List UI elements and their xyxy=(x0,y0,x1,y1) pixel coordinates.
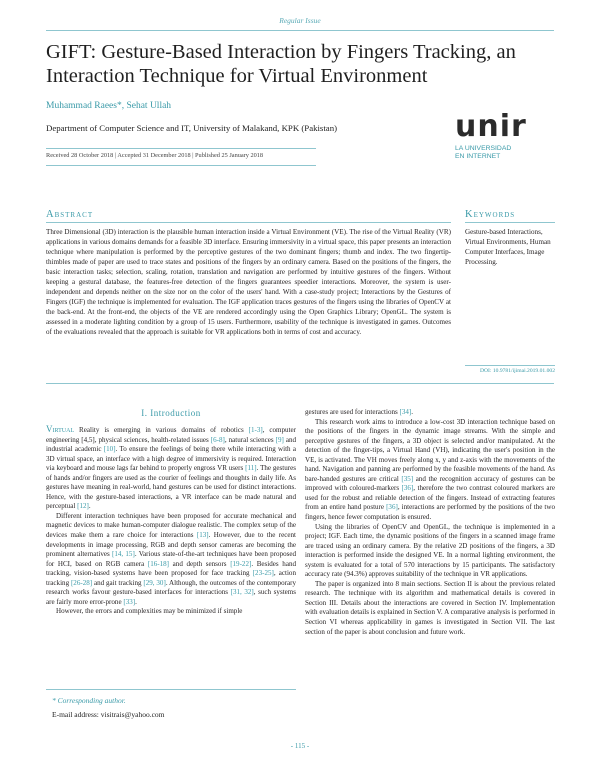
citation-link[interactable]: [29, 30] xyxy=(143,578,166,587)
citation-link[interactable]: [1-3] xyxy=(248,426,263,434)
introduction-heading: I. Introduction xyxy=(141,408,201,418)
paragraph-text: , action tracking xyxy=(46,569,296,587)
publication-dates: Received 28 October 2018 | Accepted 31 December 2018 | Published 25 January 2018 xyxy=(46,152,264,159)
abstract-text: Three Dimensional (3D) interaction is the plausible human interaction inside a Virtual Environment (VE). The rise of the Virtual Reality (VR) applications in various domains demands for a feasible 3D interface. Ensuring immersivity in a virtual space, this paper presents an interaction technique where manipulation is performed by the perceptive gestures of the two dominant fingers; thumb and index. The two fingertip-thimbles made of paper are used to trace states and positions of the fingers by an ordinary camera. Based on the positions of the fingers, the basic interaction tasks; selection, scaling, rotation, translation and navigation are performed by intuitive gestures of the fingers. Without keeping a gestural database, the features-free detection of the fingers guarantees speedier interactions. Moreover, the system is user-independent and depends neither on the size nor on the color of the users' hand. With a case-study project; Interactions by the Gestures of Fingers (IGF) the technique is implemented for evaluation. The IGF application traces gestures of the fingers using the libraries of OpenCV at the back-end. At the front-end, the objects of the VE are rendered accordingly using the Open Graphics Library; OpenGL. The system is assessed in a moderate lighting condition by a group of 15 users. Furthermore, usability of the technique is investigated in games. Outcomes of the evaluations revealed that the approach is suitable for VR applications both in terms of cost and accuracy. xyxy=(46,228,452,336)
issue-label: Regular Issue xyxy=(279,16,321,25)
citation-link[interactable]: [34] xyxy=(399,408,412,416)
paragraph-text: . Besides hand tracking, vision-based systems have been proposed for face tracking xyxy=(46,559,296,578)
corresponding-author-note: * Corresponding author. xyxy=(52,696,126,705)
paragraph-text: . xyxy=(411,408,414,416)
author-email: E-mail address: visitrais@yahoo.com xyxy=(52,710,165,719)
citation-link[interactable]: [12] xyxy=(77,502,89,511)
citation-link[interactable]: [33] xyxy=(123,597,136,606)
body-column-right xyxy=(305,408,555,637)
citation-link[interactable]: [10] xyxy=(103,445,116,454)
citation-link[interactable]: [36] xyxy=(386,503,398,512)
keywords-rule xyxy=(465,222,555,223)
paragraph-text: . Various state-of-the-art techniques have been proposed for HCI, based on RGB camera xyxy=(46,550,297,568)
paragraph-text: Different interaction techniques have been proposed for accurate mechanical and magnetic devices to make human-computer dialogue realistic. The complex setup of the devices make them a rare choice for interactions xyxy=(46,511,296,540)
citation-link[interactable]: [19-22] xyxy=(230,559,252,568)
paragraph-text: Using the libraries of OpenCV and OpenGL, the technique is implemented in a project; IGF. Each time, the dynamic positions of the fingers in a scanned image frame are traced using an ordinary camera. By the relative 2D positions of the fingers, a 3D interaction is performed inside the designed VE. In a normal lighting environment, the system is evaluated for a total of 570 interactions by 15 participants. The satisfactory accuracy rate (94.3%) approves suitability of the technique in VR applications. xyxy=(305,522,555,579)
paragraph-text: , therefore the two contrast coloured markers are used for the robust and reliable detection of the fingers. Instead of extracting features from an entire hand posture xyxy=(305,484,555,512)
paragraph-text: . Although, the outcomes of the contemporary research works favour gesture-based interfaces for interactions xyxy=(46,578,296,597)
paragraph xyxy=(46,512,296,607)
paragraph-text: and industrial academic xyxy=(46,435,297,454)
paragraph-text: and gait tracking xyxy=(92,578,144,587)
dates-rule-bottom xyxy=(46,165,316,166)
paragraph xyxy=(46,425,296,512)
citation-link[interactable]: [6-8] xyxy=(210,435,225,444)
dropcap-word: Virtual xyxy=(46,424,75,434)
paragraph-text: . The gestures of hands and/or fingers are used as the courier of feelings and thoughts in daily life. As gestures have meaning in real-world, hand gestures can be used for distinct interactions. Hence, with the gesture-based interactions, a VR interface can be made natural and perceptual xyxy=(46,464,296,511)
unir-logo xyxy=(455,109,565,161)
paragraph xyxy=(305,408,555,418)
doi-link[interactable]: DOI: 10.9781/ijimai.2019.01.002 xyxy=(465,365,555,374)
paragraph xyxy=(46,607,296,617)
citation-link[interactable]: [26-28] xyxy=(70,578,93,587)
paragraph-text: . xyxy=(88,502,91,511)
paragraph-text: , computer engineering [4,5], physical sciences, health-related issues xyxy=(46,426,296,444)
logo-tagline xyxy=(455,145,565,161)
citation-link[interactable]: [23-25] xyxy=(252,569,274,578)
authors: Muhammad Raees*, Sehat Ullah xyxy=(46,101,172,111)
paragraph-text: The paper is organized into 8 main sections. Section II is about the previous related research. The technique with its algorithm and mathematical details is covered in Section III. Details about the interactions are covered in Section IV. Implementation with evaluation details is explained in Section V. A comparative analysis is performed in Section VI whereas applicability in games is investigated in Section VII. The last section of the paper is about conclusion and future work. xyxy=(305,579,555,636)
body-column-left xyxy=(46,425,296,617)
paragraph-text: However, the errors and complexities may be minimized if simple xyxy=(56,607,243,616)
citation-link[interactable]: [9] xyxy=(275,435,284,444)
keywords-heading: Keywords xyxy=(465,209,516,220)
abstract-rule xyxy=(46,222,451,223)
paper-title: GIFT: Gesture-Based Interaction by Fingers Tracking, an Interaction Technique for Virtual Environment xyxy=(46,41,516,87)
paragraph-text: . xyxy=(135,597,137,606)
dates-rule-top xyxy=(46,148,316,149)
citation-link[interactable]: [35] xyxy=(401,474,414,483)
paragraph-text: and depth sensors xyxy=(169,559,231,568)
paragraph-text: This research work aims to introduce a low-cost 3D interaction technique based on the positions of the fingers in the dynamic image streams. With the simple and perceptive gestures of the fingers, a 3D object is selected and/or manipulated. At the detection of the finger-tips, a Virtual Hand (VH), indicating the user's position in the VE, is activated. The VH moves freely along x, y and z-axis with the movements of the hand. Navigation and panning are performed by the feasible movements of the hand. As bare-handed gestures are critical xyxy=(305,417,555,483)
paragraph-text: Reality is emerging in various domains of robotics xyxy=(74,426,249,434)
page-number: - 115 - xyxy=(290,742,310,750)
logo-tagline-line1: LA UNIVERSIDAD xyxy=(455,145,512,152)
header-rule xyxy=(46,30,554,31)
citation-link[interactable]: [16-18] xyxy=(147,559,170,568)
paragraph xyxy=(305,580,555,637)
citation-link[interactable]: [11] xyxy=(245,464,257,473)
paragraph-text: and the recognition accuracy of gestures can be improved with coloured-markers xyxy=(305,474,555,493)
keywords-text: Gesture-based Interactions, Virtual Environments, Human Computer Interfaces, Image Processing. xyxy=(465,228,551,266)
citation-link[interactable]: [36] xyxy=(401,484,414,493)
paragraph xyxy=(305,418,555,523)
citation-link[interactable]: [14, 15] xyxy=(111,550,135,559)
logo-wordmark: unir xyxy=(455,109,527,144)
paragraph-text: , interactions are performed by the positions of the two fingers, hence fewer computation is ensured. xyxy=(305,503,555,522)
paragraph-text: . However, due to the recent developments in image processing, RGB and depth sensor cameras are becoming the prominent alternatives xyxy=(46,531,296,559)
paragraph-text: . To ensure the feelings of being there while interacting with a 3D virtual space, an interface with a high degree of immersivity is required. Interaction via keyboard and mouse lags far behind to properly engross VR users xyxy=(46,445,296,473)
citation-link[interactable]: [13] xyxy=(196,531,209,540)
affiliation: Department of Computer Science and IT, University of Malakand, KPK (Pakistan) xyxy=(46,123,338,133)
footnote-rule xyxy=(46,689,296,690)
abstract-heading: Abstract xyxy=(46,209,94,220)
paragraph-text: , natural sciences xyxy=(224,435,276,444)
paragraph xyxy=(305,523,555,580)
paragraph-text: , such systems are fairly more error-prone xyxy=(46,588,297,606)
logo-tagline-line2: EN INTERNET xyxy=(455,153,501,160)
citation-link[interactable]: [31, 32] xyxy=(230,588,254,597)
abstract-bottom-rule xyxy=(46,383,554,384)
paragraph-text: gestures are used for interactions xyxy=(305,408,400,416)
